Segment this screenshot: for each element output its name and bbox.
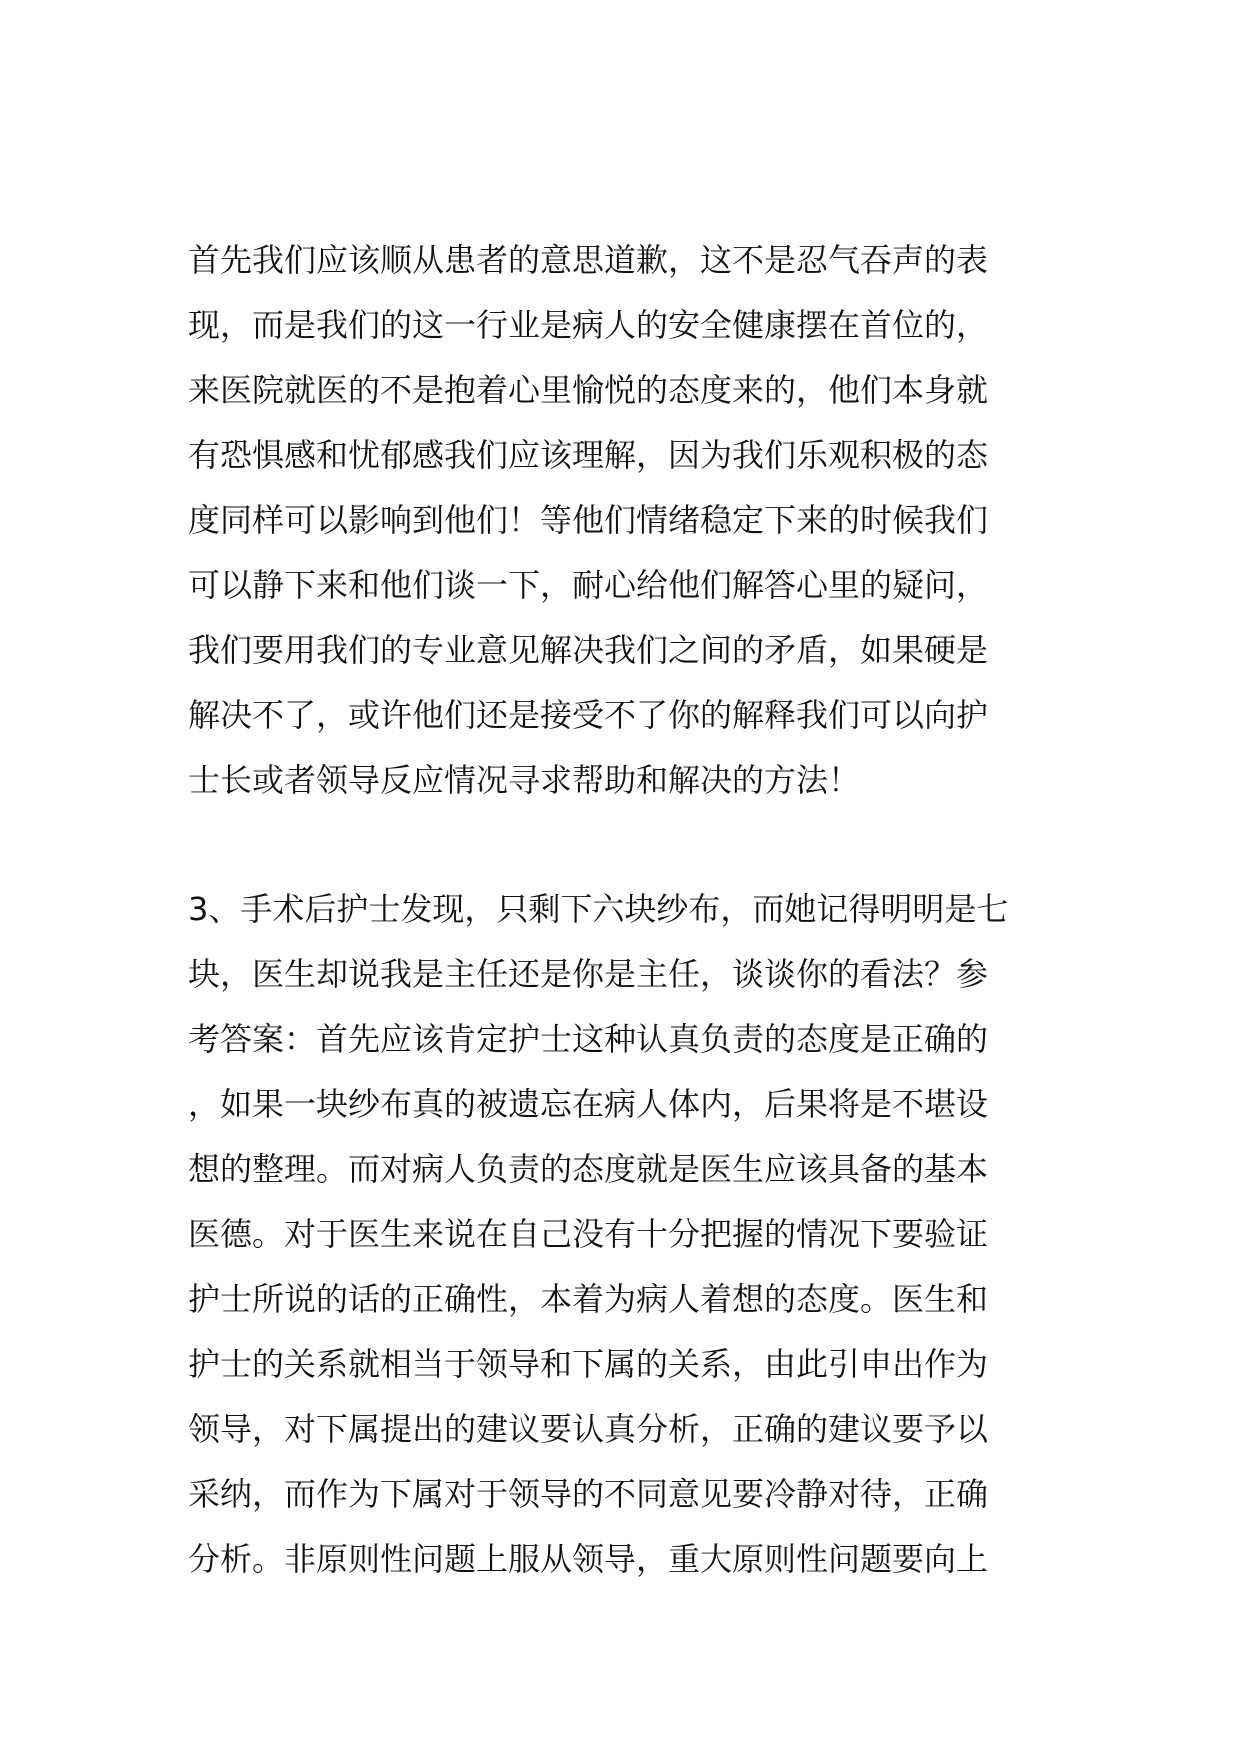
paragraph-1	[188, 228, 1068, 813]
text-line: 护士的关系就相当于领导和下属的关系，由此引申出作为	[188, 1345, 989, 1383]
text-line: 士长或者领导反应情况寻求帮助和解决的方法！	[188, 761, 861, 799]
paragraph-2	[188, 877, 1068, 1592]
text-line: 我们要用我们的专业意见解决我们之间的矛盾，如果硬是	[188, 631, 989, 669]
document-body	[188, 228, 1068, 1592]
text-line: 首先我们应该顺从患者的意思道歉，这不是忍气吞声的表	[188, 241, 989, 279]
text-line: 领导，对下属提出的建议要认真分析，正确的建议要予以	[188, 1410, 989, 1448]
text-line: 护士所说的话的正确性，本着为病人着想的态度。医生和	[188, 1280, 989, 1318]
text-line: 解决不了，或许他们还是接受不了你的解释我们可以向护	[188, 696, 989, 734]
text-line: ，如果一块纱布真的被遗忘在病人体内，后果将是不堪设	[188, 1085, 989, 1123]
text-line: 现，而是我们的这一行业是病人的安全健康摆在首位的，	[188, 306, 989, 344]
text-line: 考答案：首先应该肯定护士这种认真负责的态度是正确的	[188, 1020, 989, 1058]
text-line: 度同样可以影响到他们！等他们情绪稳定下来的时候我们	[188, 501, 989, 539]
text-line: 块，医生却说我是主任还是你是主任，谈谈你的看法？参	[188, 955, 989, 993]
text-line: 可以静下来和他们谈一下，耐心给他们解答心里的疑问，	[188, 566, 989, 604]
text-line: 想的整理。而对病人负责的态度就是医生应该具备的基本	[188, 1150, 989, 1188]
text-line: 采纳，而作为下属对于领导的不同意见要冷静对待，正确	[188, 1475, 989, 1513]
text-line: 3、手术后护士发现，只剩下六块纱布，而她记得明明是七	[188, 890, 1009, 928]
text-line: 医德。对于医生来说在自己没有十分把握的情况下要验证	[188, 1215, 989, 1253]
text-line: 分析。非原则性问题上服从领导，重大原则性问题要向上	[188, 1540, 989, 1578]
text-line: 有恐惧感和忧郁感我们应该理解，因为我们乐观积极的态	[188, 436, 989, 474]
text-line: 来医院就医的不是抱着心里愉悦的态度来的，他们本身就	[188, 371, 989, 409]
paragraph-spacer	[188, 813, 1068, 877]
